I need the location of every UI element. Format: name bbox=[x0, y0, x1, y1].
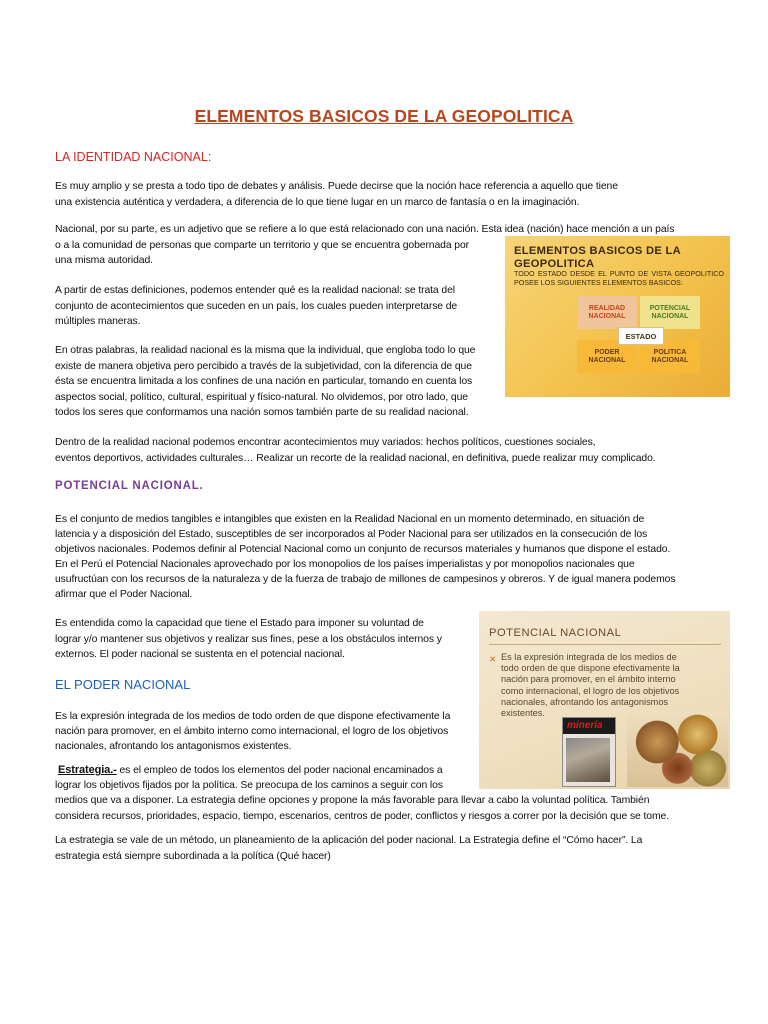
bullet-icon: ✕ bbox=[489, 654, 497, 664]
paragraph-potencial-1: Es el conjunto de medios tangibles e intangibles que existen en la Realidad Nacional en un momento determinado, en situación de latencia y a disposición del Estado, susceptibles de ser incorporados al Poder Nacional para ser utilizados en la consecución de los objetivos nacionales. Podemos definir al Potencial Nacional como un conjunto de recursos materiales y humanos que dispone el estado. En el Perú el Potencial Nacionales aprovechado por los monopolios de los países imperialistas y por monopolios nacionales que usufructúan con los recursos de la naturaleza y de la fuerza de trabajo de millones de campesinos y obreros. Y de igual manera podemos afirmar que el Poder Nacional. bbox=[55, 514, 676, 600]
paragraph-identidad-5: Dentro de la realidad nacional podemos encontrar acontecimientos muy variados: hechos políticos, cuestiones sociales, eventos deportivos, actividades culturales… Realizar un recorte de la realidad nacional, en definitiva, puede realizar muy complicado. bbox=[55, 437, 656, 464]
cell-poder-nacional: PODER NACIONAL bbox=[577, 340, 637, 373]
figure-title: ELEMENTOS BASICOS DE LA GEOPOLITICA bbox=[514, 245, 682, 270]
paragraph-identidad-4: En otras palabras, la realidad nacional es la misma que la individual, que engloba todo lo que existe de manera objetiva pero percibido a través de la subjetividad, con la diferencia de que ésta se encuentra limitada a los confines de una nación en particular, tomando en cuenta los aspectos social, político, cultural, espiritual y físico-natural. No olvidemos, por otro lado, que todos los seres que conformamos una nación somos también parte de su realidad nacional. bbox=[55, 345, 476, 418]
paragraph-identidad-2: Nacional, por su parte, es un adjetivo que se refiere a lo que está relacionado con una nación. Esta idea (nación) hace mención a un país o a la comunidad de personas que comparte un territorio y que se encuentra gobernada por una misma autoridad. bbox=[55, 224, 675, 266]
page-title: ELEMENTOS BASICOS DE LA GEOPOLITICA bbox=[194, 106, 574, 126]
paragraph-estrategia: Estrategia.- es el empleo de todos los elementos del poder nacional encaminados a lograr los objetivos fijados por la política. Se preocupa de los caminos a seguir con los medios que va a disponer. La estrategia define opciones y propone la más favorable para llevar a cabo la voluntad política. También considera recursos, prioridades, espacio, tiempo, escenarios, centros de poder, conflictos y riesgos a correr por la decisión que se tome. bbox=[55, 764, 669, 822]
paragraph-identidad-1: Es muy amplio y se presta a todo tipo de debates y análisis. Puede decirse que la noción hace referencia a aquello que tiene una existencia auténtica y verdadera, a diferencia de lo que tiene lugar en un marco de fantasía o en la imaginación. bbox=[55, 181, 618, 208]
paragraph-potencial-2: Es entendida como la capacidad que tiene el Estado para imponer su voluntad de lograr y/o mantener sus objetivos y realizar sus fines, pese a los obstáculos internos y externos. El poder nacional se sustenta en el potencial nacional. bbox=[55, 618, 442, 660]
heading-identidad-nacional: LA IDENTIDAD NACIONAL: bbox=[55, 150, 212, 164]
cell-potencial-nacional: POTENCIAL NACIONAL bbox=[640, 296, 700, 329]
paragraph-identidad-3: A partir de estas definiciones, podemos entender qué es la realidad nacional: se trata del conjunto de acontecimientos que suceden en un país, los cuales pueden interpretarse de múltiples maneras. bbox=[55, 285, 458, 327]
magazine-title: minería bbox=[563, 718, 615, 734]
heading-potencial-nacional: POTENCIAL NACIONAL. bbox=[55, 480, 204, 492]
paragraph-estrategia-2: La estrategia se vale de un método, un planeamiento de la aplicación del poder nacional. La Estrategia define el “Cómo hacer”. La estrategia está siempre subordinada a la política (Qué hacer) bbox=[55, 835, 643, 862]
heading-poder-nacional: EL PODER NACIONAL bbox=[55, 677, 191, 692]
cell-estado: ESTADO bbox=[618, 327, 664, 345]
divider bbox=[489, 644, 721, 645]
cell-realidad-nacional: REALIDAD NACIONAL bbox=[577, 296, 637, 329]
figure-title: POTENCIAL NACIONAL bbox=[489, 627, 622, 639]
cell-politica-nacional: POLITICA NACIONAL bbox=[640, 340, 700, 373]
paragraph-poder-1: Es la expresión integrada de los medios de todo orden de que dispone efectivamente la nación para promover, en el ámbito interno como internacional, el logro de los objetivos nacionales, afrontando los antagonismos existentes. bbox=[55, 711, 451, 753]
figure-subtitle: TODO ESTADO DESDE EL PUNTO DE VISTA GEOPOLITICO POSEE LOS SIGUIENTES ELEMENTOS BASICOS: bbox=[514, 269, 724, 287]
figure-text: Es la expresión integrada de los medios de todo orden de que dispone efectivamente la nación para promover, en el ámbito interno como internacional, el logro de los objetivos nacionales, afrontando los antagonismos existentes. bbox=[501, 652, 680, 719]
estrategia-label: Estrategia.- bbox=[58, 764, 117, 776]
